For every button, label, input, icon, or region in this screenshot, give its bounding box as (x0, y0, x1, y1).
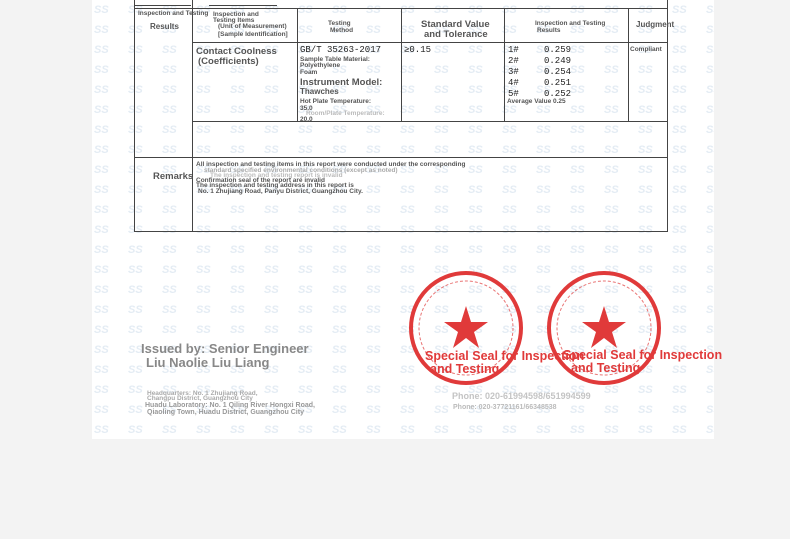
header-standard-line1: Standard Value (421, 19, 490, 30)
result-label: 3# (508, 67, 519, 77)
lab-line1: Huadu Laboratory: No. 1 Qiling River Hongxi Road, (145, 402, 315, 409)
header-method-line2: Method (330, 27, 354, 34)
header-method-line1: Testing (328, 20, 351, 27)
phone-line1: Phone: 020-61994598/651994599 (452, 391, 591, 401)
header-results: Results (150, 22, 179, 31)
remarks-line: The inspection and testing address in this report is (196, 182, 354, 189)
header-standard-line2: and Tolerance (424, 29, 488, 40)
hot-plate-value: 35.0 (300, 105, 313, 112)
header-results-line1: Inspection and Testing (535, 20, 606, 27)
result-value: 0.254 (544, 67, 572, 77)
item-name-line1: Contact Coolness (196, 46, 277, 57)
seal-label-line2: and Testing (430, 362, 500, 376)
remarks-line: No. 1 Zhujiang Road, Panyu District, Guangzhou City. (198, 188, 363, 195)
phone-line2: Phone: 020-37721161/66348538 (453, 404, 557, 411)
average-value: Average Value 0.25 (507, 98, 566, 105)
sample-material-label: Sample Table Material: (300, 56, 370, 63)
judgment-value: Compliant (630, 46, 662, 53)
issued-by-line1: Issued by: Senior Engineer (141, 341, 309, 356)
header-items-sample: [Sample Identification] (218, 31, 288, 38)
header-results-line2: Results (537, 27, 561, 34)
remarks-line: The inspection and testing report is invalid (210, 172, 343, 179)
result-label: 1# (508, 45, 519, 55)
seal-label-line1: Special Seal for Inspection (425, 349, 585, 363)
instrument-value: Thawches (300, 87, 339, 96)
remarks-line: Confirmation seal of the report are invalid (196, 177, 325, 184)
hq-line2: Changpu District, Guangzhou City (147, 395, 253, 402)
issued-by-line2: Liu Naolie Liu Liang (146, 355, 270, 370)
seal-label-line2: and Testing (571, 361, 641, 375)
lab-line2: Qiaoling Town, Huadu District, Guangzhou City (147, 409, 304, 416)
instrument-label: Instrument Model: (300, 77, 383, 88)
sample-material-value: Polyethylene (300, 62, 341, 69)
room-label: Room/Plate Temperature: (306, 110, 385, 117)
header-items-line2: Testing Items (213, 17, 255, 24)
standard-value: ≥0.15 (404, 45, 432, 55)
result-label: 2# (508, 56, 519, 66)
method-code: GB/T 35263-2017 (300, 45, 382, 55)
sample-foam: Foam (300, 69, 318, 76)
result-value: 0.249 (544, 56, 572, 66)
result-value: 0.259 (544, 45, 572, 55)
header-items-unit: (Unit of Measurement) (218, 23, 287, 30)
hot-plate-label: Hot Plate Temperature: (300, 98, 372, 105)
result-value: 0.251 (544, 78, 572, 88)
result-value: 0.252 (544, 89, 572, 99)
item-name-line2: (Coefficients) (198, 56, 259, 67)
seal-label-line1: Special Seal for Inspection (563, 348, 723, 362)
room-value: 20.0 (300, 116, 313, 123)
header-inspection-testing: Inspection and Testing (138, 10, 209, 17)
header-items-line1: Inspection and (213, 11, 259, 18)
remarks-line: All inspection and testing items in this report were conducted under the corresponding (196, 161, 466, 168)
remarks-label: Remarks (153, 171, 194, 182)
result-label: 5# (508, 89, 519, 99)
header-judgment: Judgment (636, 20, 675, 29)
result-label: 4# (508, 78, 519, 88)
hq-line1: Headquarters: No. 1 Zhujiang Road, (147, 390, 258, 397)
remarks-line: standard specified environmental conditions (except as noted) (204, 167, 398, 174)
